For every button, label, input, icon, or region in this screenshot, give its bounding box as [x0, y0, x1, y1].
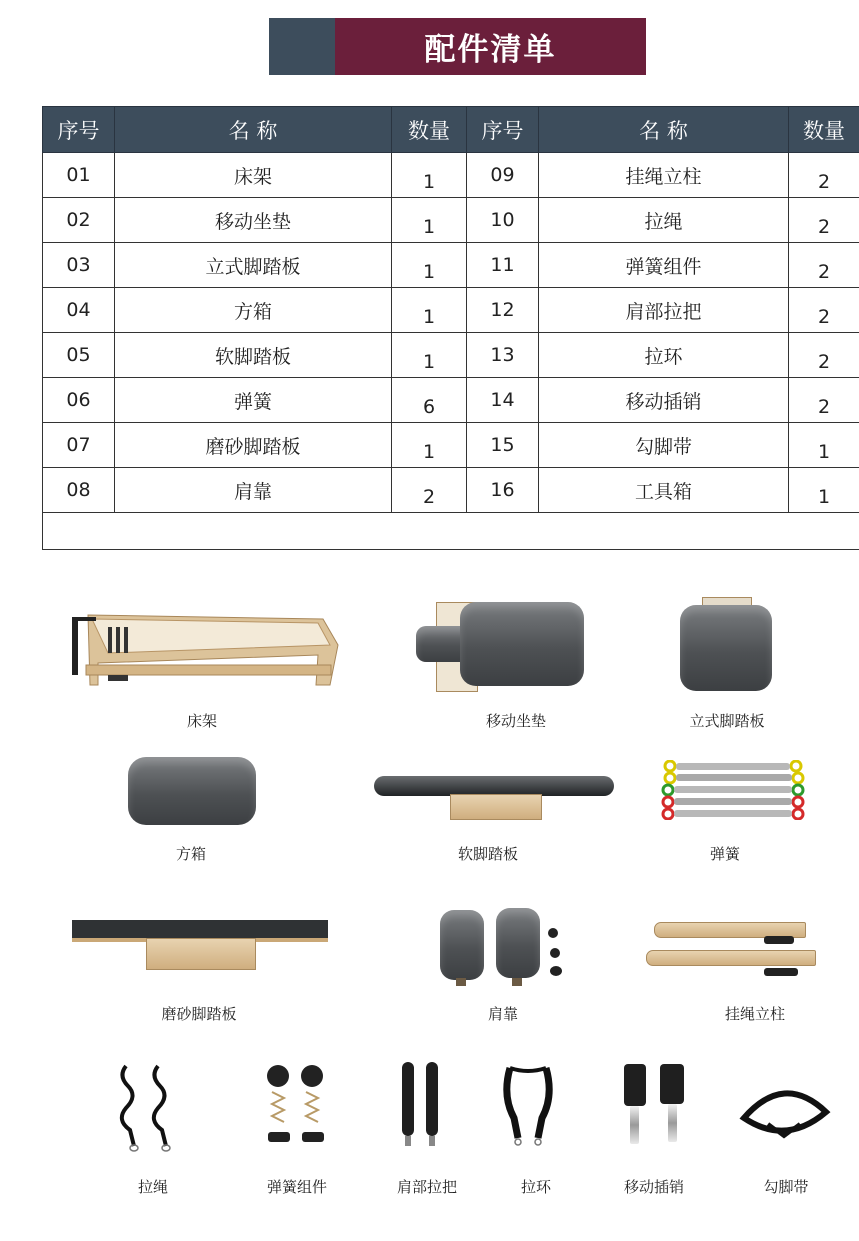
table-cell: 03 — [43, 243, 115, 288]
table-cell: 立式脚踏板 — [115, 243, 392, 288]
table-cell: 15 — [467, 423, 539, 468]
header-name-left: 名 称 — [115, 107, 392, 153]
table-cell: 移动坐垫 — [115, 198, 392, 243]
label-standing-footboard: 立式脚踏板 — [689, 712, 765, 730]
table-cell: 2 — [789, 378, 859, 423]
table-cell: 1 — [392, 288, 467, 333]
soft-footboard-image — [374, 772, 614, 820]
table-cell: 床架 — [115, 153, 392, 198]
table-cell: 09 — [467, 153, 539, 198]
table-cell: 挂绳立柱 — [539, 153, 789, 198]
table-cell: 2 — [392, 468, 467, 513]
table-cell: 16 — [467, 468, 539, 513]
header-index-left: 序号 — [43, 107, 115, 153]
label-shoulder-handle: 肩部拉把 — [396, 1178, 458, 1196]
square-box-image — [128, 757, 256, 825]
table-cell: 拉绳 — [539, 198, 789, 243]
table-cell: 14 — [467, 378, 539, 423]
table-row — [43, 423, 859, 468]
label-moving-cushion: 移动坐垫 — [485, 712, 547, 730]
table-row — [43, 153, 859, 198]
table-cell: 2 — [789, 243, 859, 288]
pull-ring-image — [500, 1064, 556, 1148]
table-row — [43, 333, 859, 378]
table-cell: 1 — [789, 468, 859, 513]
header-index-right: 序号 — [467, 107, 539, 153]
table-empty-cell — [43, 513, 859, 550]
label-soft-footboard: 软脚踏板 — [457, 845, 519, 863]
header-name-right: 名 称 — [539, 107, 789, 153]
table-cell: 13 — [467, 333, 539, 378]
header-qty-right: 数量 — [789, 107, 859, 153]
table-cell: 2 — [789, 288, 859, 333]
title-banner — [269, 18, 646, 75]
table-row — [43, 378, 859, 423]
banner-dark-block — [269, 18, 335, 75]
table-empty-row — [43, 513, 859, 550]
label-shoulder-rest: 肩靠 — [487, 1005, 519, 1023]
table-cell: 11 — [467, 243, 539, 288]
moving-pin-image — [624, 1064, 688, 1148]
foot-strap-image — [738, 1090, 832, 1140]
table-cell: 1 — [392, 333, 467, 378]
table-cell: 肩靠 — [115, 468, 392, 513]
table-cell: 2 — [789, 198, 859, 243]
table-cell: 1 — [789, 423, 859, 468]
table-cell: 6 — [392, 378, 467, 423]
label-foot-strap: 勾脚带 — [763, 1178, 809, 1196]
table-row — [43, 243, 859, 288]
table-cell: 肩部拉把 — [539, 288, 789, 333]
table-cell: 1 — [392, 198, 467, 243]
spring-assembly-image — [260, 1062, 336, 1150]
table-cell: 10 — [467, 198, 539, 243]
table-cell: 08 — [43, 468, 115, 513]
rope-post-image — [646, 918, 814, 986]
label-square-box: 方箱 — [175, 845, 207, 863]
table-row — [43, 198, 859, 243]
table-cell: 02 — [43, 198, 115, 243]
label-bed-frame: 床架 — [186, 712, 218, 730]
moving-cushion-image — [416, 602, 584, 692]
springs-image — [660, 760, 808, 820]
label-spring-assembly: 弹簧组件 — [266, 1178, 328, 1196]
table-cell: 1 — [392, 243, 467, 288]
parts-table — [42, 106, 859, 550]
label-springs: 弹簧 — [709, 845, 741, 863]
table-cell: 07 — [43, 423, 115, 468]
table-cell: 12 — [467, 288, 539, 333]
table-cell: 04 — [43, 288, 115, 333]
label-frosted-footboard: 磨砂脚踏板 — [161, 1005, 237, 1023]
table-cell: 1 — [392, 153, 467, 198]
table-row — [43, 468, 859, 513]
table-cell: 软脚踏板 — [115, 333, 392, 378]
table-cell: 2 — [789, 333, 859, 378]
shoulder-handle-image — [400, 1062, 442, 1146]
table-cell: 移动插销 — [539, 378, 789, 423]
label-rope-post: 挂绳立柱 — [724, 1005, 786, 1023]
frosted-footboard-image — [72, 918, 328, 970]
bed-frame-image — [68, 605, 340, 690]
table-cell: 1 — [392, 423, 467, 468]
table-cell: 方箱 — [115, 288, 392, 333]
label-ropes: 拉绳 — [137, 1178, 169, 1196]
table-cell: 01 — [43, 153, 115, 198]
table-cell: 拉环 — [539, 333, 789, 378]
header-qty-left: 数量 — [392, 107, 467, 153]
page-title: 配件清单 — [335, 18, 646, 75]
shoulder-rest-image — [440, 908, 570, 988]
table-cell: 弹簧组件 — [539, 243, 789, 288]
table-header-row — [43, 107, 859, 153]
table-cell: 06 — [43, 378, 115, 423]
table-cell: 工具箱 — [539, 468, 789, 513]
standing-footboard-image — [680, 597, 772, 692]
label-pull-ring: 拉环 — [520, 1178, 552, 1196]
table-row — [43, 288, 859, 333]
table-cell: 磨砂脚踏板 — [115, 423, 392, 468]
label-moving-pin: 移动插销 — [623, 1178, 685, 1196]
table-cell: 勾脚带 — [539, 423, 789, 468]
ropes-image — [114, 1062, 174, 1152]
table-cell: 弹簧 — [115, 378, 392, 423]
table-cell: 05 — [43, 333, 115, 378]
table-cell: 2 — [789, 153, 859, 198]
